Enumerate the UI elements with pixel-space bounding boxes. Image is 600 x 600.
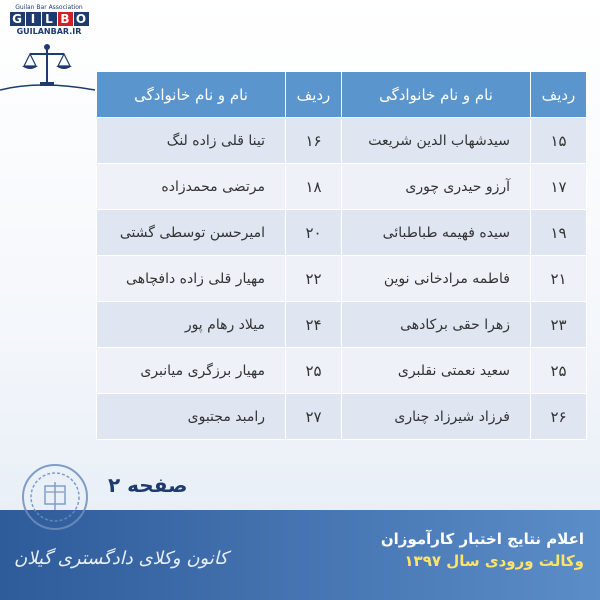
header-row-no: ردیف: [531, 72, 587, 118]
row-number: ۱۷: [531, 164, 587, 210]
announcement-title: [344, 528, 584, 572]
bar-association-emblem-icon: [20, 462, 90, 532]
person-name: فاطمه مرادخانی نوین: [342, 256, 531, 302]
table-header-row: [97, 72, 587, 118]
logo-letter: O: [74, 12, 89, 26]
row-number: ۲۴: [286, 302, 342, 348]
row-number: ۲۷: [286, 394, 342, 440]
row-number: ۱۵: [531, 118, 587, 164]
justice-scale-icon: [0, 40, 95, 100]
logo-url: GUILANBAR.IR: [16, 27, 82, 36]
person-name: سعید نعمتی نقلبری: [342, 348, 531, 394]
person-name: آرزو حیدری چوری: [342, 164, 531, 210]
logo-letter: G: [10, 12, 25, 26]
organization-signature: کانون وکلای دادگستری گیلان: [14, 548, 228, 569]
row-number: ۱۶: [286, 118, 342, 164]
row-number: ۲۵: [531, 348, 587, 394]
logo-letter: L: [42, 12, 57, 26]
logo-association-text: Guilan Bar Association: [15, 4, 83, 11]
table-row: [97, 348, 587, 394]
gilbo-logo: [4, 4, 94, 36]
table-row: [97, 302, 587, 348]
row-number: ۲۵: [286, 348, 342, 394]
header-row-no: ردیف: [286, 72, 342, 118]
announcement-line-1: اعلام نتایج اختبار کارآموزان: [380, 530, 584, 548]
row-number: ۲۶: [531, 394, 587, 440]
row-number: ۲۳: [531, 302, 587, 348]
person-name: تینا قلی زاده لنگ: [97, 118, 286, 164]
page-number-label: صفحه ۲: [108, 473, 188, 497]
logo-letter: I: [26, 12, 41, 26]
row-number: ۱۸: [286, 164, 342, 210]
row-number: ۱۹: [531, 210, 587, 256]
table-row: [97, 118, 587, 164]
table-row: [97, 256, 587, 302]
person-name: رامبد مجتبوی: [97, 394, 286, 440]
table-row: [97, 210, 587, 256]
person-name: میلاد رهام پور: [97, 302, 286, 348]
person-name: سیدشهاب الدین شریعت: [342, 118, 531, 164]
logo-letter: B: [58, 12, 73, 26]
logo-letters: [4, 12, 94, 26]
person-name: فرزاد شیرزاد چناری: [342, 394, 531, 440]
header-name: نام و نام خانوادگی: [97, 72, 286, 118]
table-row: [97, 164, 587, 210]
results-table: [96, 71, 586, 440]
person-name: مهیار قلی زاده دافچاهی: [97, 256, 286, 302]
announcement-line-2: وکالت ورودی سال ۱۳۹۷: [404, 552, 584, 570]
header-name: نام و نام خانوادگی: [342, 72, 531, 118]
row-number: ۲۲: [286, 256, 342, 302]
person-name: امیرحسن توسطی گشتی: [97, 210, 286, 256]
row-number: ۲۱: [531, 256, 587, 302]
table-row: [97, 394, 587, 440]
row-number: ۲۰: [286, 210, 342, 256]
person-name: سیده فهیمه طباطبائی: [342, 210, 531, 256]
person-name: مهیار برزگری میانبری: [97, 348, 286, 394]
person-name: زهرا حقی برکادهی: [342, 302, 531, 348]
person-name: مرتضی محمدزاده: [97, 164, 286, 210]
